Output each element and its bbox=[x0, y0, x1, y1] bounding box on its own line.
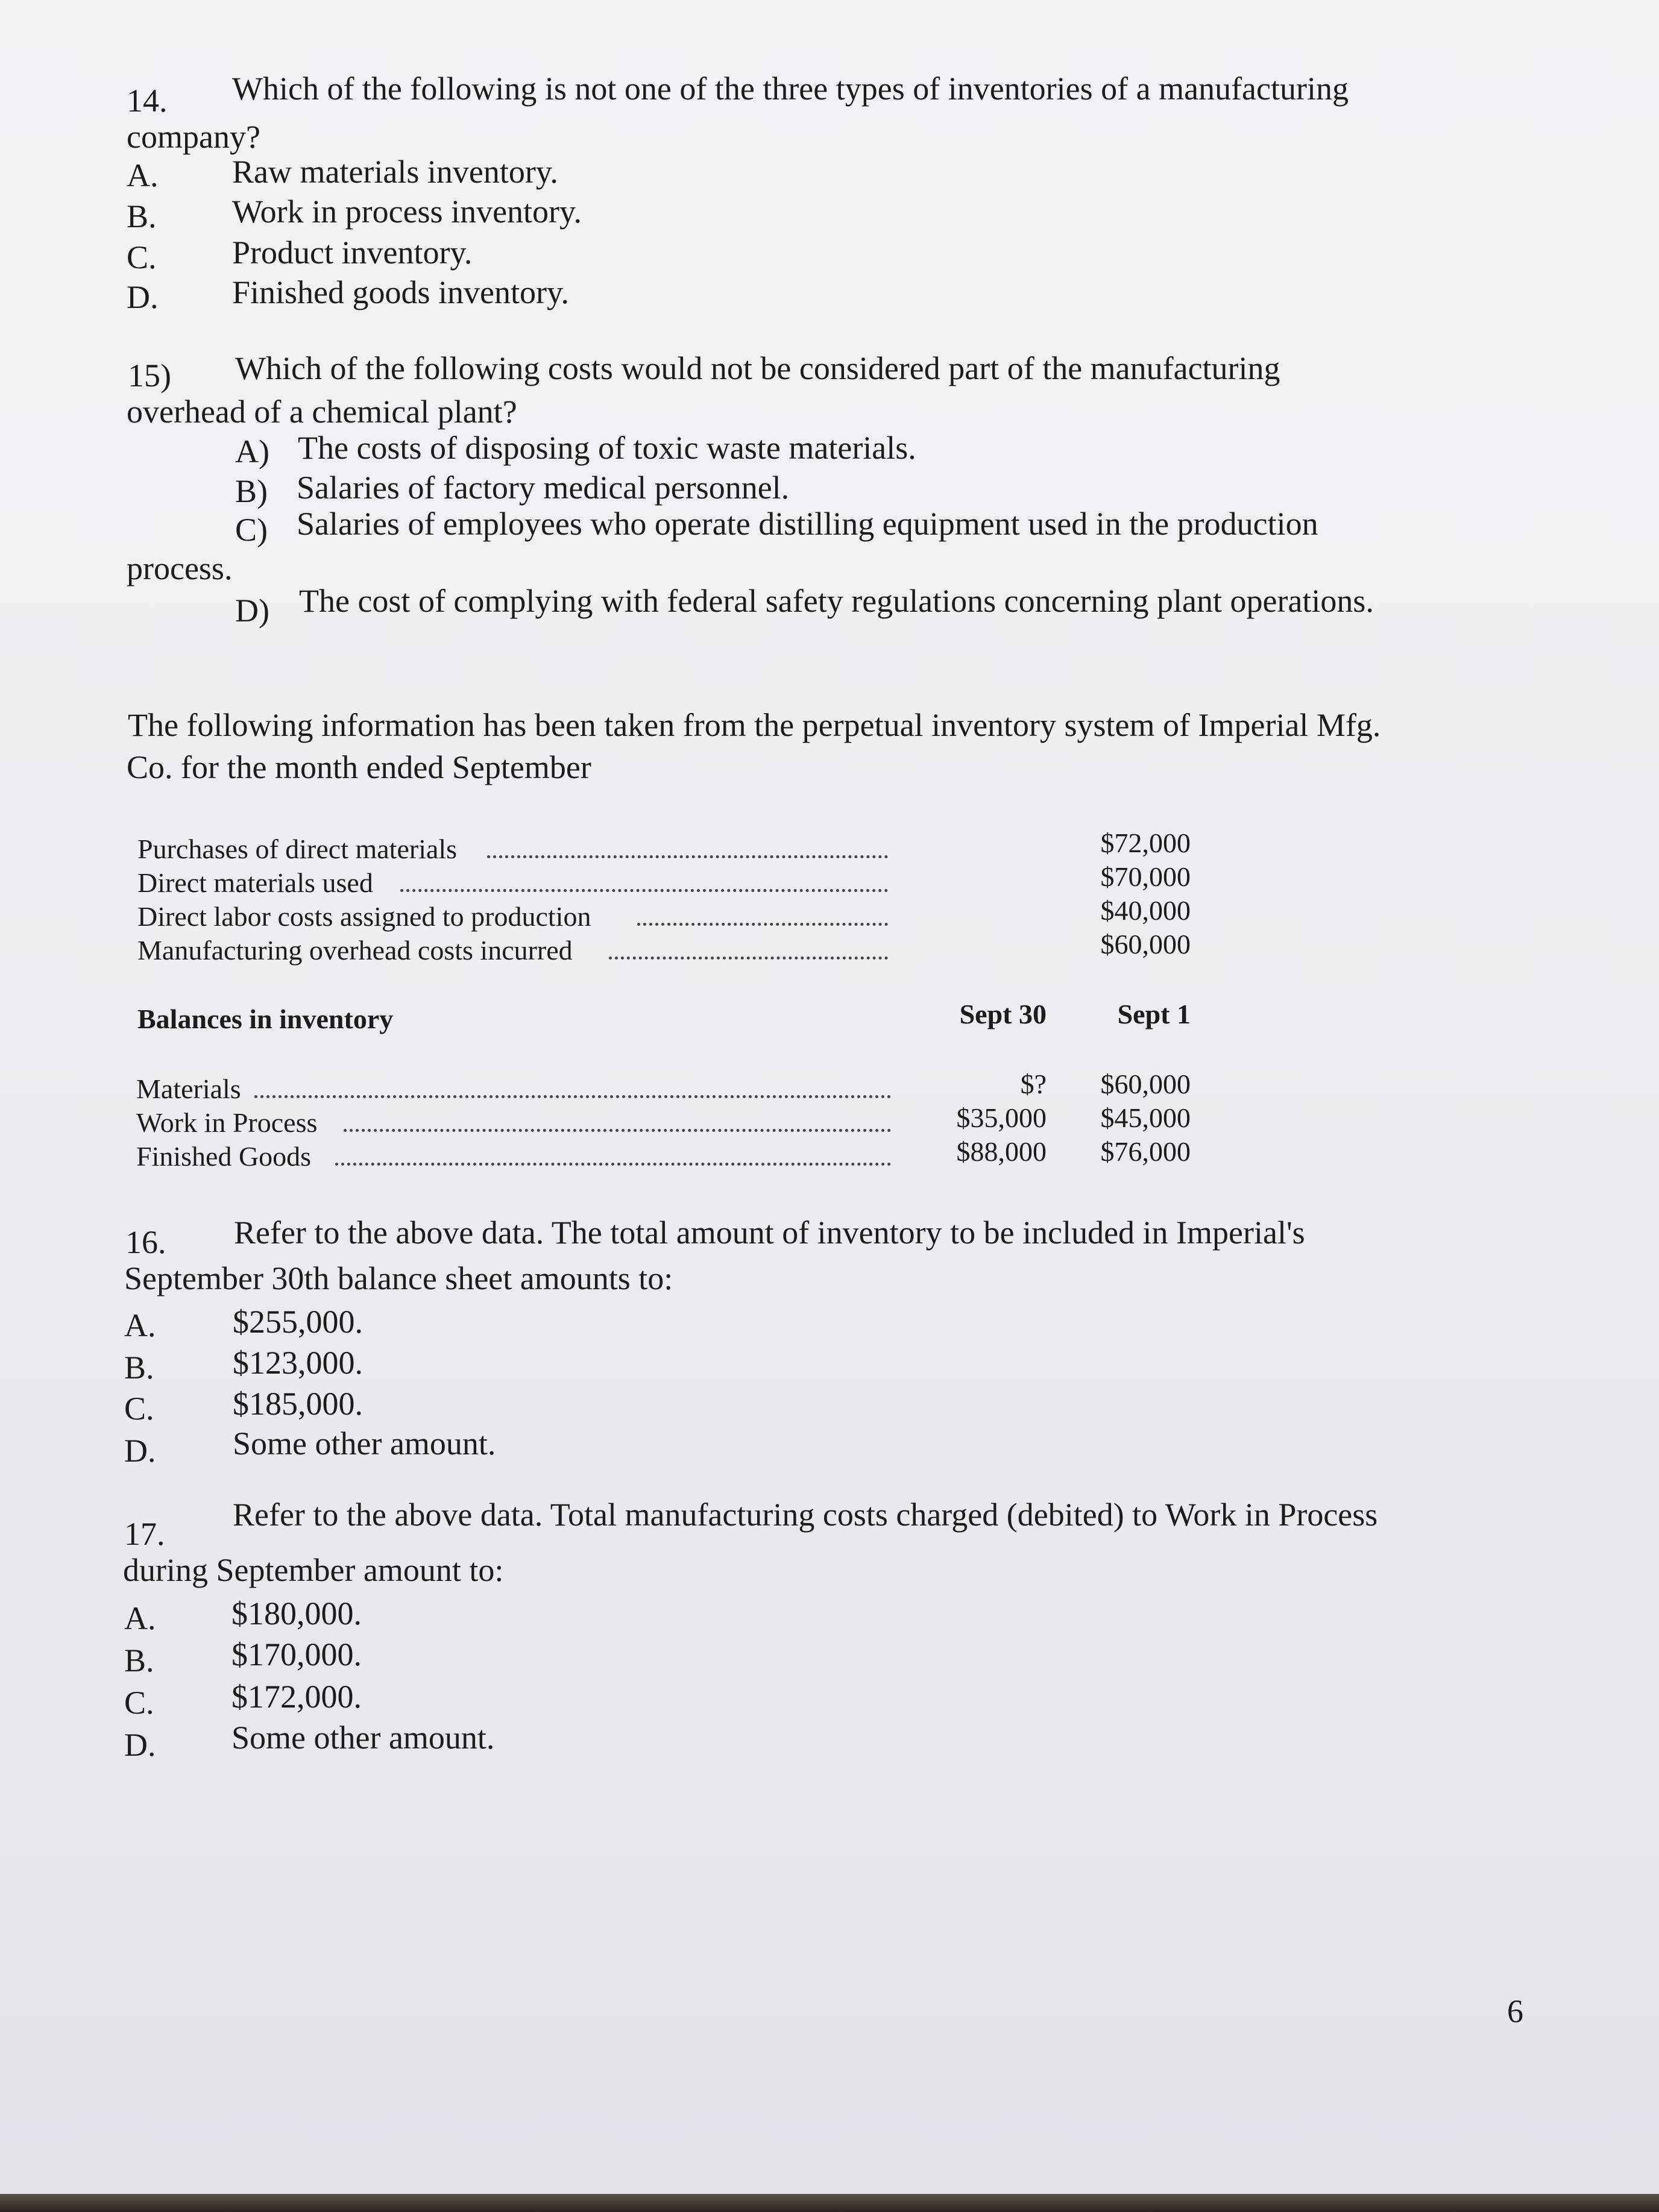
balance-label: Work in Process bbox=[136, 1107, 318, 1138]
option-text: The costs of disposing of toxic waste materials. bbox=[298, 430, 916, 466]
option-letter: D) bbox=[235, 592, 269, 629]
option-letter: C) bbox=[235, 512, 268, 548]
balance-sept-30: $35,000 bbox=[956, 1102, 1047, 1133]
question-stem: Refer to the above data. Total manufacturing costs charged (debited) to Work in Process bbox=[233, 1497, 1378, 1533]
option-letter: A. bbox=[124, 1600, 156, 1636]
balance-sept-1: $76,000 bbox=[1100, 1136, 1191, 1167]
question-stem: Which of the following is not one of the three types of inventories of a manufacturing bbox=[232, 71, 1349, 107]
dot-leader bbox=[487, 855, 888, 858]
intro-line: The following information has been taken from the perpetual inventory system of Imperial Mfg. bbox=[128, 707, 1381, 743]
dot-leader bbox=[344, 1129, 891, 1132]
option-text: $170,000. bbox=[231, 1636, 362, 1673]
cost-label: Direct labor costs assigned to production bbox=[137, 901, 591, 932]
column-header-sept-1: Sept 1 bbox=[1117, 999, 1191, 1029]
option-text: Finished goods inventory. bbox=[232, 274, 569, 310]
option-text: Work in process inventory. bbox=[232, 193, 582, 230]
balance-sept-1: $45,000 bbox=[1100, 1102, 1191, 1133]
option-text: Some other amount. bbox=[231, 1720, 495, 1756]
dot-leader bbox=[400, 889, 888, 892]
option-letter: B) bbox=[235, 473, 268, 509]
option-letter: C. bbox=[127, 239, 157, 275]
dot-leader bbox=[637, 923, 888, 926]
option-letter: A. bbox=[127, 157, 159, 193]
option-letter: D. bbox=[124, 1433, 156, 1469]
cost-value: $70,000 bbox=[1100, 861, 1191, 892]
cost-value: $72,000 bbox=[1100, 828, 1191, 858]
balances-heading: Balances in inventory bbox=[137, 1004, 394, 1034]
option-text: $123,000. bbox=[233, 1345, 363, 1381]
cost-label: Manufacturing overhead costs incurred bbox=[137, 935, 573, 966]
balance-label: Materials bbox=[136, 1073, 241, 1104]
option-letter: A. bbox=[124, 1307, 156, 1343]
question-stem-continued: overhead of a chemical plant? bbox=[127, 394, 517, 430]
option-letter: B. bbox=[124, 1350, 154, 1386]
option-letter: B. bbox=[127, 198, 157, 234]
option-text: $255,000. bbox=[233, 1304, 363, 1340]
cost-label: Purchases of direct materials bbox=[137, 834, 458, 864]
question-stem-continued: during September amount to: bbox=[123, 1552, 504, 1588]
option-letter: B. bbox=[124, 1642, 154, 1679]
dot-leader bbox=[254, 1095, 891, 1098]
question-number: 17. bbox=[124, 1516, 165, 1552]
option-letter: D. bbox=[127, 279, 159, 315]
question-stem: Which of the following costs would not be considered part of the manufacturing bbox=[235, 350, 1280, 386]
desk-edge bbox=[0, 2194, 1659, 2212]
question-number: 16. bbox=[125, 1224, 166, 1260]
option-text: The cost of complying with federal safety regulations concerning plant operations. bbox=[299, 583, 1374, 619]
cost-label: Direct materials used bbox=[137, 867, 373, 898]
cost-value: $40,000 bbox=[1100, 895, 1191, 926]
option-text-continued: process. bbox=[127, 550, 233, 586]
column-header-sept-30: Sept 30 bbox=[959, 999, 1047, 1029]
dot-leader bbox=[335, 1163, 891, 1166]
question-stem-continued: September 30th balance sheet amounts to: bbox=[124, 1260, 673, 1296]
option-letter: A) bbox=[235, 433, 269, 470]
balance-sept-30: $88,000 bbox=[956, 1136, 1047, 1167]
option-text: Raw materials inventory. bbox=[232, 154, 558, 190]
option-text: Some other amount. bbox=[233, 1425, 496, 1462]
option-letter: C. bbox=[124, 1390, 154, 1427]
option-text: $185,000. bbox=[233, 1386, 363, 1422]
balance-sept-30: $? bbox=[1020, 1069, 1047, 1099]
option-letter: C. bbox=[124, 1685, 154, 1721]
question-number: 14. bbox=[127, 83, 168, 119]
cost-value: $60,000 bbox=[1100, 929, 1191, 960]
option-text: $180,000. bbox=[231, 1595, 362, 1632]
balance-label: Finished Goods bbox=[136, 1141, 312, 1172]
page-number: 6 bbox=[1507, 1993, 1523, 2029]
question-number: 15) bbox=[128, 357, 171, 394]
question-stem: Refer to the above data. The total amount of inventory to be included in Imperial's bbox=[234, 1214, 1305, 1251]
question-stem-continued: company? bbox=[127, 119, 260, 155]
option-text: $172,000. bbox=[231, 1679, 362, 1715]
option-letter: D. bbox=[124, 1727, 156, 1763]
option-text: Salaries of factory medical personnel. bbox=[297, 470, 790, 506]
dot-leader bbox=[609, 957, 888, 960]
option-text: Salaries of employees who operate distilling equipment used in the production bbox=[297, 506, 1318, 542]
intro-line: Co. for the month ended September bbox=[127, 749, 591, 785]
balance-sept-1: $60,000 bbox=[1100, 1069, 1191, 1099]
option-text: Product inventory. bbox=[232, 234, 473, 271]
